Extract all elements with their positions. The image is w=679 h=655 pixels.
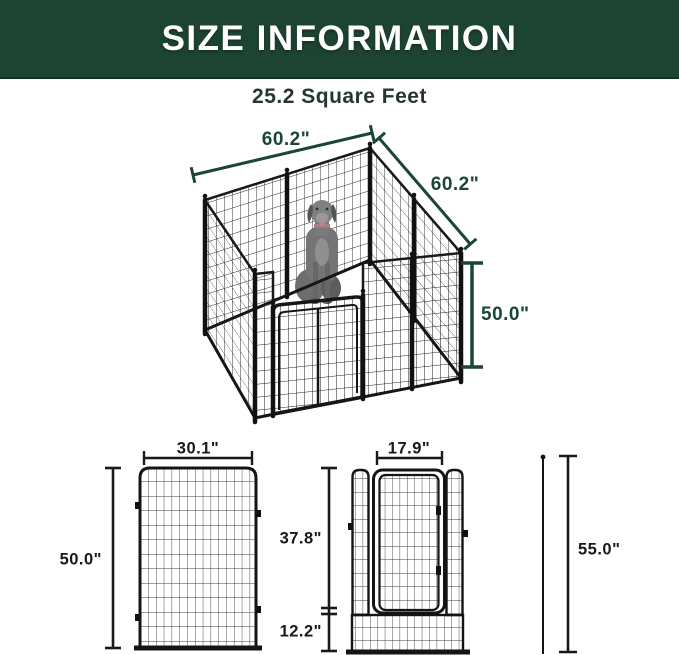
door-right-strip [447,470,463,615]
door-bottom-section [352,615,463,652]
panel-diagram [60,439,262,648]
door-bottom-height-label: 12.2" [279,622,322,641]
door-leaf [380,475,439,610]
door-height-dimension [321,468,337,651]
panel-height-label: 50.0" [59,550,102,569]
door-width-label: 17.9" [387,439,431,458]
stake-diagram [541,455,621,654]
playpen-3d-illustration [0,112,679,438]
panel-frame [140,468,256,648]
flat-dimension-diagrams [0,438,679,655]
stake-knob [541,455,546,460]
pen-door [273,297,363,414]
panel-height-dimension [105,468,121,648]
stake-height-label: 55.0" [578,540,621,559]
stake-height-dimension [559,456,577,652]
page-title: SIZE INFORMATION [161,18,518,58]
door-diagram [280,439,470,652]
pen-height-label: 50.0" [481,304,530,326]
door-upper-height-label: 37.8" [279,529,322,548]
header-banner [0,0,679,79]
pen-depth-label: 60.2" [430,174,480,196]
pen-top-width-label: 60.2" [261,129,311,151]
door-left-strip [353,470,369,615]
square-feet-subtitle: 25.2 Square Feet [252,85,427,108]
panel-width-label: 30.1" [176,439,220,458]
pen-height-dimension [461,263,483,367]
